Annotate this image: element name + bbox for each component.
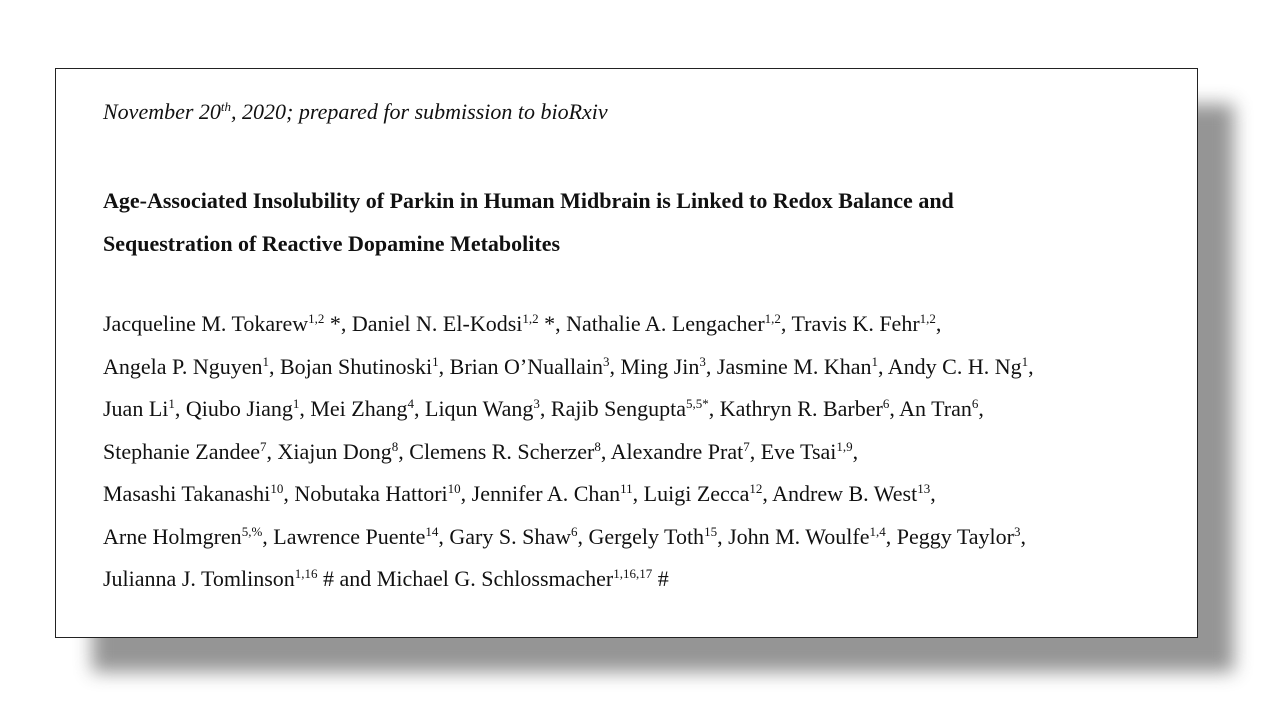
author-affiliation: 8 [594,438,601,454]
author-name: Brian O’Nuallain [449,353,604,379]
author-name: An Tran [899,396,972,421]
author-line [103,516,1183,559]
author-name: Daniel N. El-Kodsi [351,311,523,336]
author-name: Qiubo Jiang [185,396,293,421]
author-separator: , [749,438,761,464]
author-separator: , [577,523,589,549]
paper-title [103,179,1163,265]
author-affiliation: 6 [971,396,979,411]
author-separator: , [609,353,621,379]
author-name: Eve Tsai [760,438,837,464]
author-affiliation: 15 [704,523,718,539]
author-separator: *, [324,311,352,336]
author-name: Juan Li [103,396,169,421]
author-entry [899,396,984,421]
author-affiliation: 3 [533,396,540,411]
author-name: Alexandre Prat [610,438,744,464]
author-affiliation: 5,5* [685,396,709,411]
author-entry [103,354,280,379]
author-entry [772,481,936,506]
author-affiliation: 10 [270,481,284,496]
author-name: Gergely Toth [588,523,705,549]
author-affiliation: 1,16,17 [613,566,653,581]
author-separator: # [652,566,669,591]
author-entry [472,481,644,506]
author-name: Peggy Taylor [896,523,1014,549]
author-separator: , [852,438,859,464]
author-name: Luigi Zecca [643,481,750,506]
author-separator: , [398,438,410,464]
author-entry [377,566,669,591]
author-separator: , [889,396,900,421]
author-separator: , [1020,523,1026,549]
author-entry [761,439,858,464]
author-affiliation: 4 [407,396,414,411]
author-affiliation: 1 [871,353,878,369]
author-entry [888,354,1034,379]
author-affiliation: 1 [1021,353,1029,369]
author-affiliation: 14 [425,523,439,539]
author-name: Mei Zhang [310,396,408,421]
author-separator: , [438,523,450,549]
author-name: Liqun Wang [425,396,534,421]
author-separator: , [414,396,425,421]
author-separator: , [705,353,717,379]
author-entry [103,396,186,421]
author-entry [621,354,717,379]
author-entry [644,481,772,506]
author-affiliation: 5,% [241,523,263,539]
author-separator: , [539,396,551,421]
author-entry [450,354,621,379]
author-line [103,303,1183,346]
author-affiliation: 3 [603,353,610,369]
author-affiliation: 10 [447,481,461,496]
author-name: Nobutaka Hattori [294,481,448,506]
author-affiliation: 6 [882,396,890,411]
author-separator: , [717,523,729,549]
author-separator: , [780,311,792,336]
author-separator: , [978,396,984,421]
author-separator: , [708,396,720,421]
author-affiliation: 1 [262,353,269,369]
author-name: Jacqueline M. Tokarew [103,311,309,336]
author-affiliation: 1,16 [294,566,318,581]
author-affiliation: 1,2 [919,311,936,326]
author-entry [897,524,1026,549]
author-separator: , [877,353,888,379]
submission-date [103,96,608,128]
author-name: Lawrence Puente [273,523,426,549]
author-entry [280,354,450,379]
author-separator: # and [317,566,377,591]
author-affiliation: 1 [432,353,439,369]
author-name: Kathryn R. Barber [719,396,883,421]
author-entry [103,524,273,549]
author-line [103,388,1183,431]
author-separator: *, [538,311,567,336]
author-name: Xiajun Dong [277,438,392,464]
author-affiliation: 8 [391,438,399,454]
author-affiliation: 12 [749,481,763,496]
author-separator: , [762,481,773,506]
author-name: Nathalie A. Lengacher [566,311,765,336]
author-name: Rajib Sengupta [550,396,686,421]
author-entry [720,396,899,421]
author-name: Arne Holmgren [103,523,242,549]
author-entry [611,439,761,464]
author-name: Andy C. H. Ng [887,353,1022,379]
author-affiliation: 1,9 [836,438,853,454]
author-affiliation: 11 [620,481,633,496]
author-entry [294,481,471,506]
author-affiliation: 7 [743,438,750,454]
author-name: Andrew B. West [772,481,918,506]
author-list [103,303,1183,601]
author-entry [352,311,566,336]
author-entry [728,524,897,549]
author-separator: , [262,523,274,549]
author-affiliation: 6 [570,523,578,539]
author-name: Angela P. Nguyen [103,353,263,379]
date-ordinal: th [220,99,232,114]
author-line [103,558,1183,601]
author-name: Michael G. Schlossmacher [376,566,614,591]
author-entry [278,439,410,464]
author-entry [103,311,352,336]
author-affiliation: 7 [260,438,267,454]
author-separator: , [930,481,936,506]
author-name: Julianna J. Tomlinson [103,566,295,591]
paper-title-line: Sequestration of Reactive Dopamine Metabolites [103,231,561,256]
author-separator: , [283,481,295,506]
author-entry [717,354,888,379]
author-name: Jennifer A. Chan [471,481,621,506]
author-name: Masashi Takanashi [103,481,271,506]
author-separator: , [266,438,278,464]
author-separator: , [268,353,280,379]
author-name: Jasmine M. Khan [716,353,872,379]
author-entry [103,566,377,591]
paper-header-card [55,68,1198,638]
author-separator: , [600,438,611,464]
author-line [103,346,1183,389]
author-separator: , [438,353,450,379]
author-entry [103,439,278,464]
author-entry [551,396,720,421]
date-suffix: , 2020; prepared for submission to bioRxiv [231,99,608,124]
author-entry [566,311,791,336]
author-line [103,431,1183,474]
author-entry [792,311,942,336]
author-entry [409,439,610,464]
author-separator: , [935,311,942,336]
author-separator: , [174,396,186,421]
author-separator: , [460,481,472,506]
author-separator: , [299,396,311,421]
author-affiliation: 1 [168,396,175,411]
author-affiliation: 1,2 [522,311,539,326]
author-entry [310,396,425,421]
author-entry [273,524,449,549]
author-name: Stephanie Zandee [103,438,260,464]
author-name: Ming Jin [620,353,700,379]
author-line [103,473,1183,516]
author-affiliation: 13 [917,481,931,496]
author-separator: , [1028,353,1034,379]
author-name: Travis K. Fehr [791,311,920,336]
author-affiliation: 3 [1013,523,1021,539]
author-affiliation: 1,4 [869,523,886,539]
author-name: Bojan Shutinoski [279,353,433,379]
author-entry [449,524,588,549]
author-name: Gary S. Shaw [449,523,571,549]
author-affiliation: 1,2 [308,311,325,326]
author-separator: , [885,523,897,549]
paper-title-line: Age-Associated Insolubility of Parkin in Human Midbrain is Linked to Redox Balance and [103,188,954,213]
author-entry [103,481,294,506]
author-affiliation: 1 [292,396,300,411]
author-entry [425,396,551,421]
author-entry [186,396,310,421]
author-affiliation: 3 [699,353,706,369]
author-separator: , [632,481,644,506]
author-affiliation: 1,2 [764,311,781,326]
date-prefix: November 20 [103,99,221,124]
author-name: John M. Woulfe [728,523,870,549]
author-entry [588,524,728,549]
author-name: Clemens R. Scherzer [409,438,595,464]
